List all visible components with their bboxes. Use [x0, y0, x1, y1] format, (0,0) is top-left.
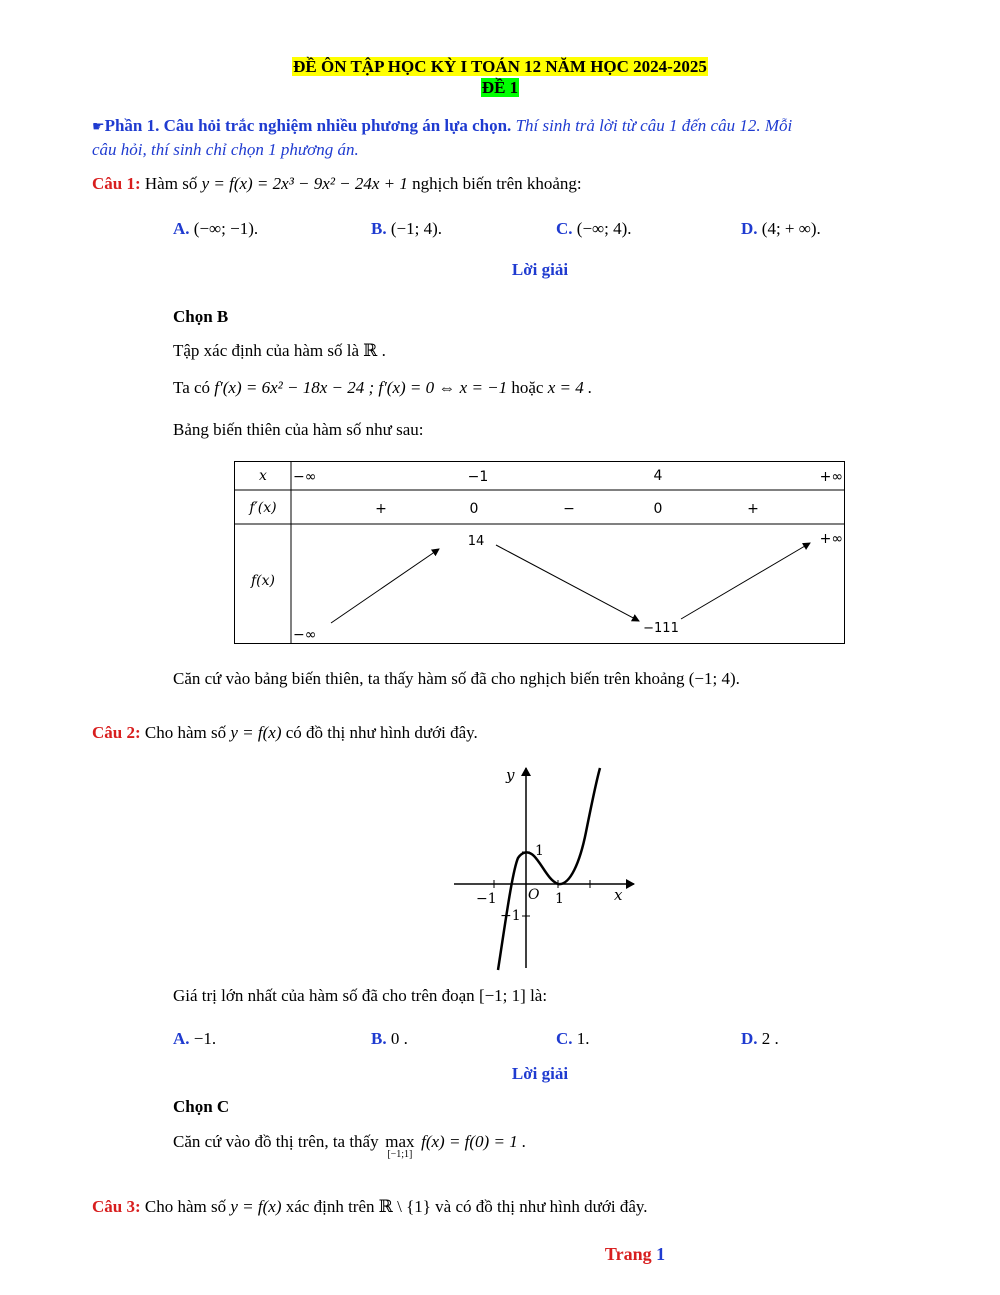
q2-question: Giá trị lớn nhất của hàm số đã cho trên đoạn [−1; 1] là: [173, 986, 548, 1005]
table-fprime-label: f′(x) [249, 500, 277, 516]
max-operator: max [−1;1] [385, 1132, 415, 1160]
q1-option-d[interactable]: D. (4; + ∞). [741, 219, 821, 238]
arrow-decreasing [496, 545, 639, 621]
q2-option-d[interactable]: D. 2 . [741, 1029, 779, 1048]
table-sign-zero-2: 0 [653, 501, 663, 517]
question-2: Câu 2: Cho hàm số y = f(x) có đồ thị như hình dưới đây. [92, 723, 478, 742]
page-title: ĐỀ ÔN TẬP HỌC KỲ I TOÁN 12 NĂM HỌC 2024-2025 [293, 57, 707, 76]
table-sign-plus-1: + [375, 501, 387, 517]
q1-option-b[interactable]: B. (−1; 4). [371, 219, 442, 238]
arrow-increasing-1 [331, 549, 439, 623]
q1-solution-title: Lời giải [511, 260, 569, 279]
q1-conclusion: Căn cứ vào bảng biến thiên, ta thấy hàm số đã cho nghịch biến trên khoảng (−1; 4). [173, 669, 740, 688]
arrow-increasing-2 [681, 543, 810, 619]
q2-option-a[interactable]: A. −1. [173, 1029, 217, 1048]
label-y-neg1: −1 [500, 908, 521, 924]
label-x-neg1: −1 [476, 891, 497, 907]
table-f-neg-inf: −∞ [293, 627, 317, 643]
table-f-pos-inf: +∞ [819, 531, 843, 547]
table-sign-plus-2: + [747, 501, 759, 517]
origin-label: O [528, 887, 540, 903]
variation-table [234, 461, 846, 645]
page-number: 1 [656, 1244, 666, 1264]
table-f-max: 14 [467, 534, 485, 549]
q1-formula: y = f(x) = 2x³ − 9x² − 24x + 1 [201, 174, 408, 193]
q1-table-intro: Bảng biến thiên của hàm số như sau: [173, 420, 424, 439]
q2-solution-title: Lời giải [511, 1064, 569, 1083]
q1-derivative-line: Ta có f′(x) = 6x² − 18x − 24 ; f′(x) = 0 ⇔ x = −1 hoặc x = 4 . [173, 378, 593, 397]
q1-option-a[interactable]: A. (−∞; −1). [173, 219, 259, 238]
table-f-min: −111 [643, 621, 679, 636]
table-x-neg-inf: −∞ [293, 469, 317, 485]
q1-choice: Chọn B [173, 307, 229, 326]
table-x-pos-inf: +∞ [819, 469, 843, 485]
question-1: Câu 1: Hàm số y = f(x) = 2x³ − 9x² − 24x + 1 nghịch biến trên khoảng: [92, 174, 582, 193]
q2-option-c[interactable]: C. 1. [556, 1029, 590, 1048]
part1-note: câu hỏi, thí sinh chỉ chọn 1 phương án. [92, 140, 359, 159]
function-graph [450, 762, 640, 972]
q2-solution-line: Căn cứ vào đồ thị trên, ta thấy max [−1;1] f(x) = f(0) = 1 . [173, 1132, 527, 1160]
q2-option-b[interactable]: B. 0 . [371, 1029, 408, 1048]
table-x-4: 4 [653, 468, 663, 484]
exam-number: ĐỀ 1 [481, 78, 519, 97]
function-curve [498, 768, 600, 970]
page-footer: Trang 1 [604, 1244, 666, 1264]
question-3: Câu 3: Cho hàm số y = f(x) xác định trên ℝ \ {1} và có đồ thị như hình dưới đây. [92, 1197, 648, 1216]
q1-domain-line: Tập xác định của hàm số là ℝ . [173, 341, 386, 360]
hand-point-icon: ☛ [92, 120, 105, 135]
y-axis-label: y [506, 766, 515, 784]
table-sign-minus: − [563, 501, 575, 517]
table-f-label: f(x) [250, 573, 276, 589]
table-sign-zero-1: 0 [469, 501, 479, 517]
label-top-1: 1 [535, 843, 544, 859]
x-axis-label: x [614, 886, 623, 904]
q2-choice: Chọn C [173, 1097, 230, 1116]
table-border [235, 462, 845, 644]
q1-option-c[interactable]: C. (−∞; 4). [556, 219, 632, 238]
label-x-1: 1 [555, 891, 564, 907]
part1-heading: ☛Phần 1. Câu hỏi trắc nghiệm nhiều phương án lựa chọn. Thí sinh trả lời từ câu 1 đến câu 12. Mỗi [92, 116, 793, 135]
table-x-neg1: −1 [467, 469, 489, 485]
table-x-label: x [259, 468, 267, 484]
